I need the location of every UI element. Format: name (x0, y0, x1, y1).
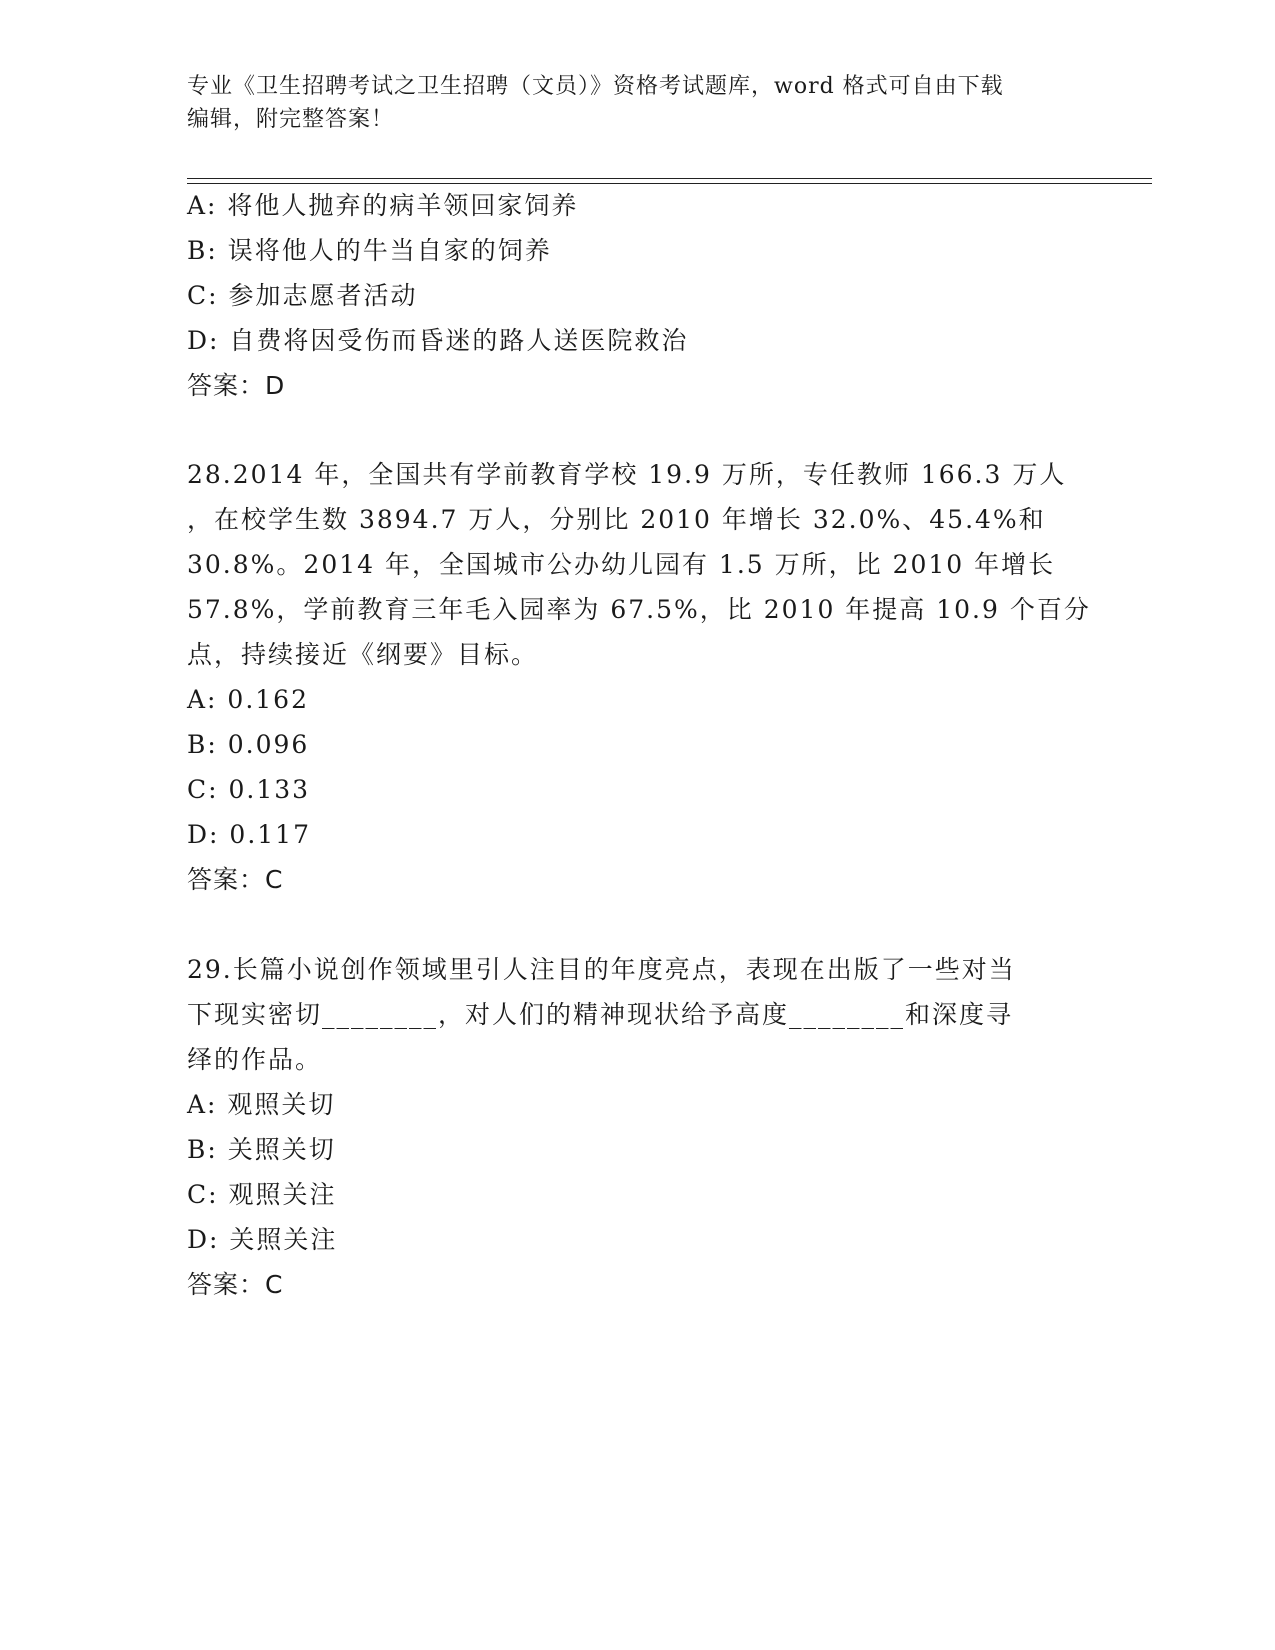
q28-answer: 答案：C (187, 865, 284, 894)
q29-answer: 答案：C (187, 1270, 284, 1299)
q28-stem-line-4: 57.8%，学前教育三年毛入园率为 67.5%，比 2010 年提高 10.9 个百分 (187, 595, 1091, 624)
q29-stem-line-3: 绎的作品。 (187, 1045, 323, 1074)
header-divider-bottom (187, 183, 1152, 184)
header-line-1: 专业《卫生招聘考试之卫生招聘（文员）》资格考试题库，word 格式可自由下载 (187, 74, 1004, 99)
q27-option-d: D: 自费将因受伤而昏迷的路人送医院救治 (187, 326, 689, 355)
q29-option-c: C: 观照关注 (187, 1180, 337, 1209)
q27-option-b: B: 误将他人的牛当自家的饲养 (187, 236, 552, 265)
q27-option-a: A: 将他人抛弃的病羊领回家饲养 (187, 191, 579, 220)
q29-option-a: A: 观照关切 (187, 1090, 336, 1119)
q28-option-c: C: 0.133 (187, 775, 311, 804)
document-header (187, 70, 1087, 136)
q28-stem-line-2: ，在校学生数 3894.7 万人，分别比 2010 年增长 32.0%、45.4%和 (187, 505, 1046, 534)
q29-stem-line-1: 29.长篇小说创作领域里引人注目的年度亮点，表现在出版了一些对当 (187, 955, 1016, 984)
q29-option-b: B: 关照关切 (187, 1135, 336, 1164)
q29-option-d: D: 关照关注 (187, 1225, 338, 1254)
header-line-2: 编辑，附完整答案！ (187, 107, 395, 132)
q28-stem-line-5: 点，持续接近《纲要》目标。 (187, 640, 539, 669)
q28-stem-line-1: 28.2014 年，全国共有学前教育学校 19.9 万所，专任教师 166.3 万人 (187, 460, 1067, 489)
header-divider-top (187, 178, 1152, 179)
q27-answer: 答案：D (187, 371, 286, 400)
q28-option-d: D: 0.117 (187, 820, 311, 849)
q28-stem-line-3: 30.8%。2014 年，全国城市公办幼儿园有 1.5 万所，比 2010 年增长 (187, 550, 1056, 579)
q28-option-a: A: 0.162 (187, 685, 309, 714)
q29-stem-line-2: 下现实密切________，对人们的精神现状给予高度________和深度寻 (187, 1000, 1014, 1029)
q28-option-b: B: 0.096 (187, 730, 310, 759)
q27-option-c: C: 参加志愿者活动 (187, 281, 418, 310)
